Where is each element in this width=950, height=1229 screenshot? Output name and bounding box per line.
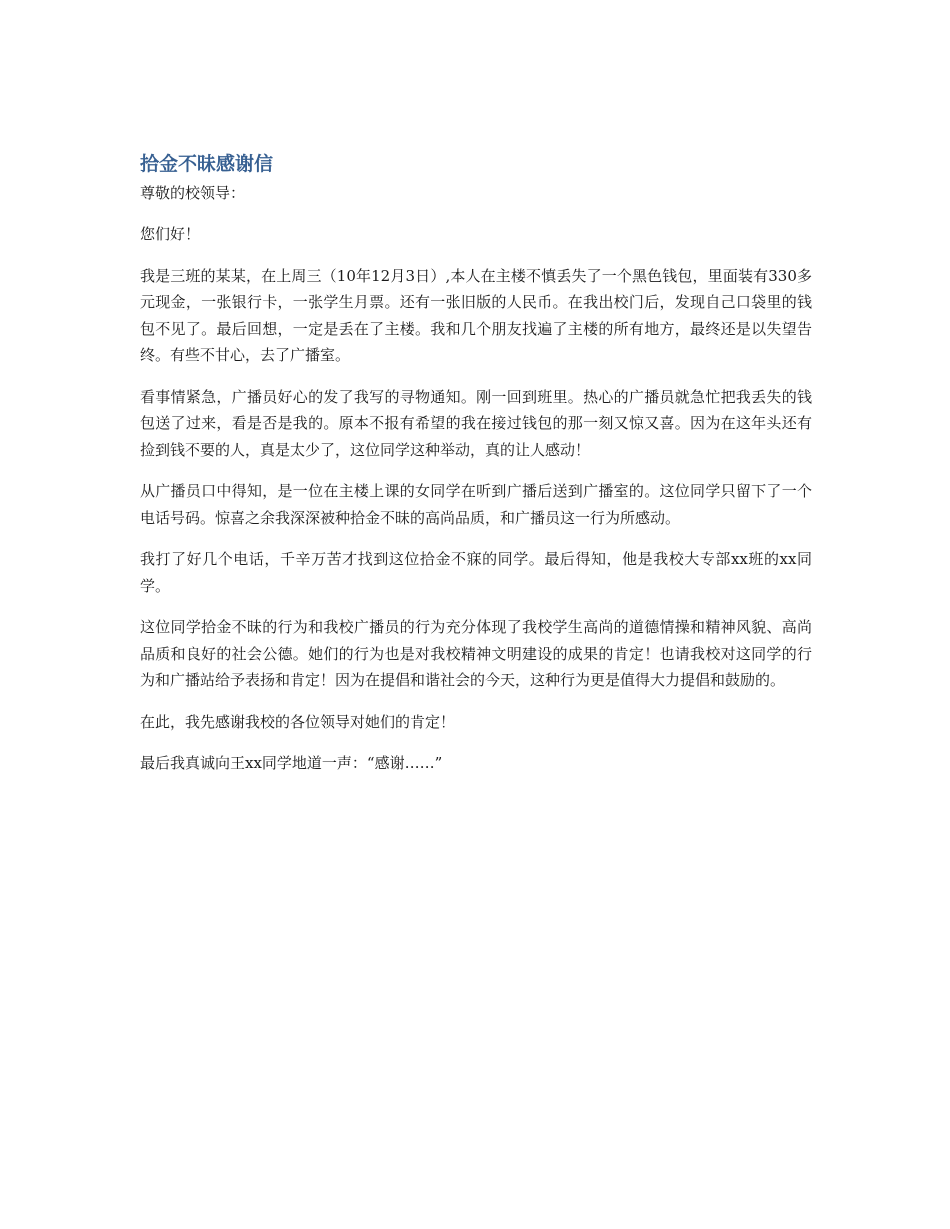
- letter-salutation: 尊敬的校领导：: [140, 184, 246, 202]
- paragraph-greeting: 您们好！: [140, 225, 201, 243]
- letter-page: [140, 148, 812, 792]
- paragraph-thanks-leaders: 在此，我先感谢我校的各位领导对她们的肯定！: [140, 712, 456, 731]
- paragraph-praise: 这位同学拾金不昧的行为和我校广播员的行为充分体现了我校学生高尚的道德情操和精神风貌、高尚品质和良好的社会公德。她们的行为也是对我校精神文明建设的成果的肯定！也请我校对这同学的行为和广播站给予表扬和肯定！因为在提倡和谐社会的今天，这种行为更是值得大力提倡和鼓励的。: [140, 618, 812, 689]
- paragraph-found-student: 我打了好几个电话，千辛万苦才找到这位拾金不寐的同学。最后得知，他是我校大专部xx班的xx同学。: [140, 550, 812, 595]
- paragraph-lost-wallet: 我是三班的某某，在上周三（10年12月3日）,本人在主楼不慎丢失了一个黑色钱包，里面装有330多元现金，一张银行卡，一张学生月票。还有一张旧版的人民币。在我出校门后，发现自己口袋里的钱包不见了。最后回想，一定是丢在了主楼。我和几个朋友找遍了主楼的所有地方，最终还是以失望告终。有些不甘心，去了广播室。: [140, 266, 812, 364]
- paragraph-broadcast: 看事情紧急，广播员好心的发了我写的寻物通知。刚一回到班里。热心的广播员就急忙把我丢失的钱包送了过来，看是否是我的。原本不报有希望的我在接过钱包的那一刻又惊又喜。因为在这年头还有捡到钱不要的人，真是太少了，这位同学这种举动，真的让人感动！: [140, 387, 812, 459]
- paragraph-finder-info: 从广播员口中得知，是一位在主楼上课的女同学在听到广播后送到广播室的。这位同学只留下了一个电话号码。惊喜之余我深深被种拾金不昧的高尚品质，和广播员这一行为所感动。: [140, 482, 812, 527]
- paragraph-closing: 最后我真诚向王xx同学地道一声：“感谢……”: [140, 754, 443, 772]
- letter-title: 拾金不昧感谢信: [140, 153, 274, 175]
